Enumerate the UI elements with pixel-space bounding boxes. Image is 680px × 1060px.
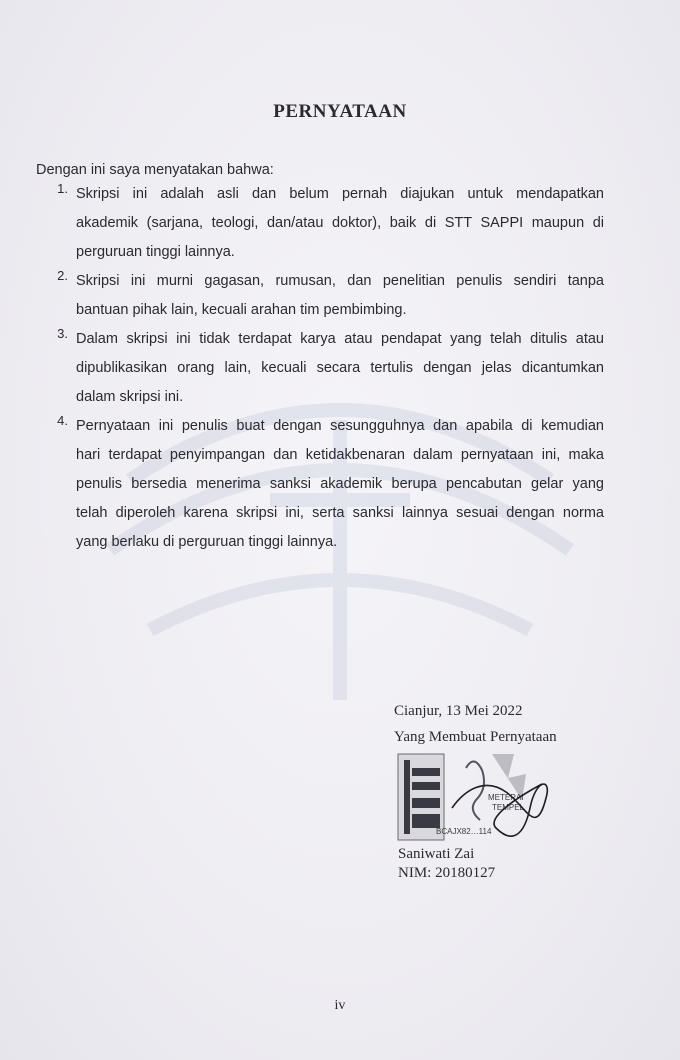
stamp-text-1: METERAI xyxy=(488,793,524,802)
item-line: perguruan tinggi lainnya. xyxy=(76,244,235,260)
statement-item-4 xyxy=(48,412,604,557)
stamp-serial: BCAJX82…114 xyxy=(436,827,492,836)
item-number: 4. xyxy=(57,413,68,428)
signature-role: Yang Membuat Pernyataan xyxy=(394,729,557,745)
item-line: yang berlaku di perguruan tinggi lainnya. xyxy=(76,534,338,550)
signature-place-date: Cianjur, 13 Mei 2022 xyxy=(394,703,523,719)
page-number: iv xyxy=(334,998,346,1013)
intro-text: Dengan ini saya menyatakan bahwa: xyxy=(36,162,274,178)
item-line: dalam skripsi ini. xyxy=(76,389,184,405)
item-line: Pernyataan ini penulis buat dengan sesungguhnya dan apabila di kemudian xyxy=(76,418,604,434)
page-title: PERNYATAAN xyxy=(273,101,407,122)
item-number: 2. xyxy=(57,268,68,283)
item-line: bantuan pihak lain, kecuali arahan tim pembimbing. xyxy=(76,302,407,318)
stamp-text-2: TEMPEL xyxy=(492,803,525,812)
signer-nim: NIM: 20180127 xyxy=(398,865,496,881)
statement-item-2 xyxy=(48,267,604,325)
item-number: 1. xyxy=(57,181,68,196)
statement-item-1 xyxy=(48,180,604,267)
revenue-stamp-with-signature xyxy=(396,748,560,848)
item-line: Dalam skripsi ini tidak terdapat karya atau pendapat yang telah ditulis atau xyxy=(76,331,604,347)
signer-name: Saniwati Zai xyxy=(398,846,475,862)
item-line: penulis bersedia menerima sanksi akademik berupa pencabutan gelar yang xyxy=(76,476,604,492)
item-line: akademik (sarjana, teologi, dan/atau doktor), baik di STT SAPPI maupun di xyxy=(76,215,604,231)
item-line: Skripsi ini murni gagasan, rumusan, dan penelitian penulis sendiri tanpa xyxy=(76,273,604,289)
statement-list xyxy=(48,180,604,557)
item-line: telah diperoleh karena skripsi ini, serta sanksi lainnya sesuai dengan norma xyxy=(76,505,604,521)
item-line: hari terdapat penyimpangan dan ketidakbenaran dalam pernyataan ini, maka xyxy=(76,447,604,463)
item-line: Skripsi ini adalah asli dan belum pernah diajukan untuk mendapatkan xyxy=(76,186,604,202)
item-number: 3. xyxy=(57,326,68,341)
statement-item-3 xyxy=(48,325,604,412)
item-line: dipublikasikan orang lain, kecuali secara tertulis dengan jelas dicantumkan xyxy=(76,360,604,376)
